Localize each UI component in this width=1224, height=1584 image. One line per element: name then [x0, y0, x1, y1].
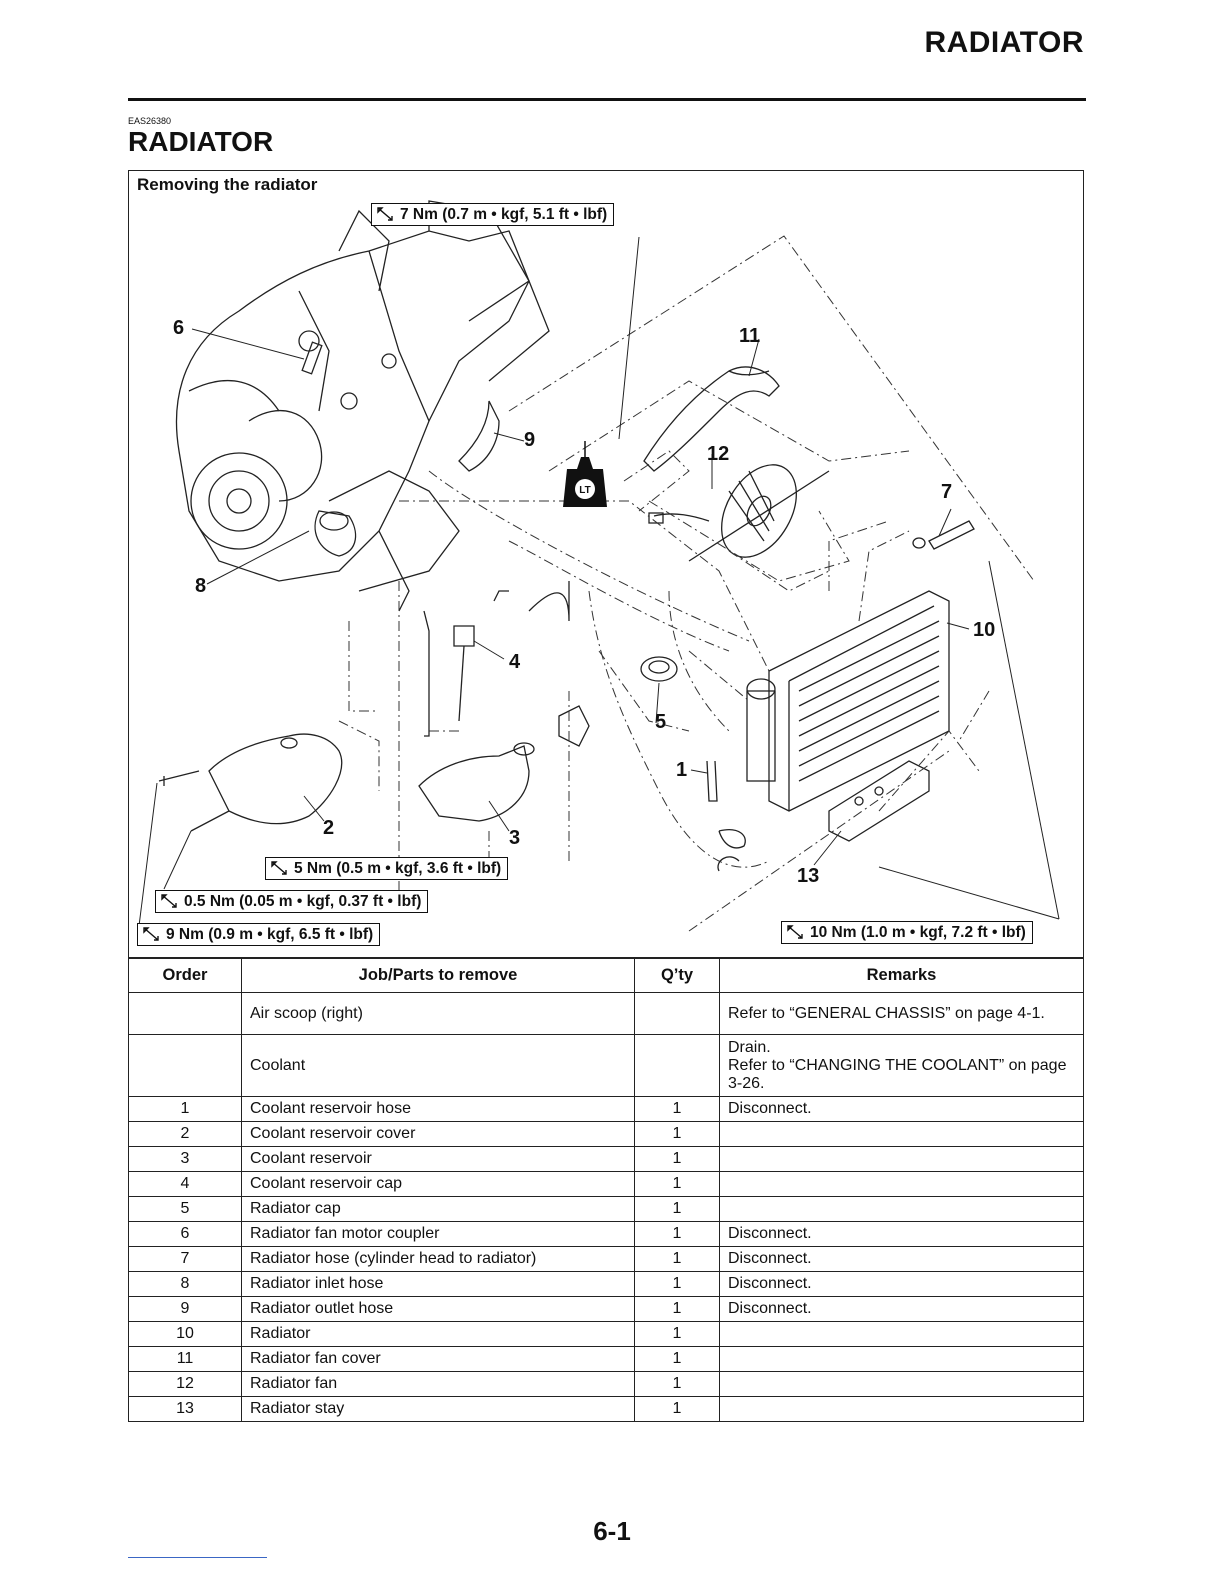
torque-wrench-icon: [786, 924, 804, 940]
torque-spec-5nm: [265, 857, 508, 880]
callout-4: 4: [509, 651, 521, 673]
document-code: EAS26380: [128, 116, 172, 126]
callout-1: 1: [676, 759, 688, 781]
footer-link-line: [128, 1557, 267, 1558]
cell-order: 4: [129, 1172, 242, 1197]
cell-job: Radiator inlet hose: [242, 1272, 635, 1297]
cell-qty: 1: [635, 1197, 720, 1222]
table-row: [129, 1122, 1084, 1147]
cell-job: Radiator stay: [242, 1397, 635, 1422]
cell-remarks: Disconnect.: [720, 1272, 1084, 1297]
callout-7: 7: [941, 481, 953, 503]
torque-spec-0-5nm: [155, 890, 428, 913]
table-row: [129, 1222, 1084, 1247]
cell-remarks: [720, 1122, 1084, 1147]
table-row: [129, 1197, 1084, 1222]
table-row: [129, 1397, 1084, 1422]
cell-order: 3: [129, 1147, 242, 1172]
cell-qty: 1: [635, 1097, 720, 1122]
table-row: [129, 1372, 1084, 1397]
cell-job: Coolant reservoir: [242, 1147, 635, 1172]
cell-remarks: Disconnect.: [720, 1297, 1084, 1322]
cell-remarks: [720, 1372, 1084, 1397]
cell-qty: 1: [635, 1397, 720, 1422]
torque-spec-text: 0.5 Nm (0.05 m • kgf, 0.37 ft • lbf): [184, 893, 422, 910]
cell-order: 6: [129, 1222, 242, 1247]
column-header-qty: Q’ty: [635, 959, 720, 993]
exploded-diagram: [128, 170, 1084, 958]
lt-label: LT: [579, 485, 591, 496]
cell-remarks: [720, 1347, 1084, 1372]
cell-order: 9: [129, 1297, 242, 1322]
cell-job: Radiator cap: [242, 1197, 635, 1222]
radiator-exploded-drawing: [129, 171, 1083, 957]
torque-wrench-icon: [160, 893, 178, 909]
cell-job: Radiator: [242, 1322, 635, 1347]
cell-job: Radiator fan: [242, 1372, 635, 1397]
page-header-title: RADIATOR: [924, 26, 1084, 59]
section-title: RADIATOR: [128, 126, 274, 157]
cell-order: 8: [129, 1272, 242, 1297]
cell-qty: 1: [635, 1147, 720, 1172]
cell-job: Radiator hose (cylinder head to radiator): [242, 1247, 635, 1272]
cell-job: Air scoop (right): [242, 993, 635, 1035]
cell-job: Coolant reservoir cap: [242, 1172, 635, 1197]
column-header-remarks: Remarks: [720, 959, 1084, 993]
cell-order: 5: [129, 1197, 242, 1222]
torque-spec-text: 5 Nm (0.5 m • kgf, 3.6 ft • lbf): [294, 860, 502, 877]
table-row: [129, 1172, 1084, 1197]
cell-job: Radiator fan cover: [242, 1347, 635, 1372]
table-row: [129, 1322, 1084, 1347]
table-row: [129, 1097, 1084, 1122]
cell-qty: 1: [635, 1297, 720, 1322]
cell-remarks: Disconnect.: [720, 1222, 1084, 1247]
torque-spec-text: 10 Nm (1.0 m • kgf, 7.2 ft • lbf): [810, 924, 1026, 941]
cell-remarks: [720, 1035, 1084, 1097]
diagram-caption: Removing the radiator: [137, 175, 318, 194]
cell-qty: 1: [635, 1322, 720, 1347]
page-number: 6-1: [593, 1516, 631, 1546]
callout-5: 5: [655, 711, 667, 733]
torque-spec-9nm: [137, 923, 380, 946]
table-header-row: [129, 959, 1084, 993]
header-rule: [128, 98, 1086, 101]
cell-remarks: [720, 1147, 1084, 1172]
cell-qty: 1: [635, 1222, 720, 1247]
table-row: [129, 1247, 1084, 1272]
remarks-line: Drain.: [728, 1038, 771, 1056]
cell-job: Coolant reservoir cover: [242, 1122, 635, 1147]
cell-qty: 1: [635, 1272, 720, 1297]
cell-qty: 1: [635, 1372, 720, 1397]
cell-qty: 1: [635, 1122, 720, 1147]
cell-qty: [635, 993, 720, 1035]
table-row: [129, 1297, 1084, 1322]
cell-remarks: [720, 1172, 1084, 1197]
cell-remarks: Disconnect.: [720, 1097, 1084, 1122]
cell-order: 10: [129, 1322, 242, 1347]
cell-remarks: [720, 1322, 1084, 1347]
cell-qty: [635, 1035, 720, 1097]
callout-2: 2: [323, 817, 335, 839]
cell-remarks: Refer to “GENERAL CHASSIS” on page 4-1.: [720, 993, 1084, 1035]
cell-order: 1: [129, 1097, 242, 1122]
torque-wrench-icon: [142, 926, 160, 942]
column-header-job: Job/Parts to remove: [242, 959, 635, 993]
cell-job: Radiator fan motor coupler: [242, 1222, 635, 1247]
torque-wrench-icon: [270, 860, 288, 876]
cell-order: 13: [129, 1397, 242, 1422]
callout-10: 10: [973, 619, 996, 641]
torque-spec-7nm: [371, 203, 614, 226]
cell-qty: 1: [635, 1172, 720, 1197]
cell-order: [129, 1035, 242, 1097]
cell-remarks: Disconnect.: [720, 1247, 1084, 1272]
table-row: [129, 1147, 1084, 1172]
parts-removal-table: [128, 958, 1084, 1422]
torque-spec-text: 7 Nm (0.7 m • kgf, 5.1 ft • lbf): [400, 206, 608, 223]
cell-order: 11: [129, 1347, 242, 1372]
callout-9: 9: [524, 429, 536, 451]
table-row: [129, 1347, 1084, 1372]
callout-6: 6: [173, 317, 185, 339]
torque-spec-text: 9 Nm (0.9 m • kgf, 6.5 ft • lbf): [166, 926, 374, 943]
callout-11: 11: [739, 325, 761, 347]
cell-remarks: [720, 1197, 1084, 1222]
torque-spec-10nm: [781, 921, 1033, 944]
cell-order: 7: [129, 1247, 242, 1272]
table-row: [129, 1035, 1084, 1097]
callout-13: 13: [797, 865, 820, 887]
table-row: [129, 1272, 1084, 1297]
cell-order: 2: [129, 1122, 242, 1147]
callout-12: 12: [707, 443, 730, 465]
table-row: [129, 993, 1084, 1035]
cell-job: Radiator outlet hose: [242, 1297, 635, 1322]
lt-locking-agent-icon: [563, 441, 607, 507]
torque-wrench-icon: [376, 206, 394, 222]
remarks-line: Refer to “CHANGING THE COOLANT” on page 3-26.: [728, 1056, 1067, 1092]
column-header-order: Order: [129, 959, 242, 993]
cell-qty: 1: [635, 1347, 720, 1372]
cell-job: Coolant: [242, 1035, 635, 1097]
cell-remarks: [720, 1397, 1084, 1422]
callout-3: 3: [509, 827, 521, 849]
cell-order: 12: [129, 1372, 242, 1397]
cell-qty: 1: [635, 1247, 720, 1272]
cell-job: Coolant reservoir hose: [242, 1097, 635, 1122]
callout-8: 8: [195, 575, 207, 597]
cell-order: [129, 993, 242, 1035]
